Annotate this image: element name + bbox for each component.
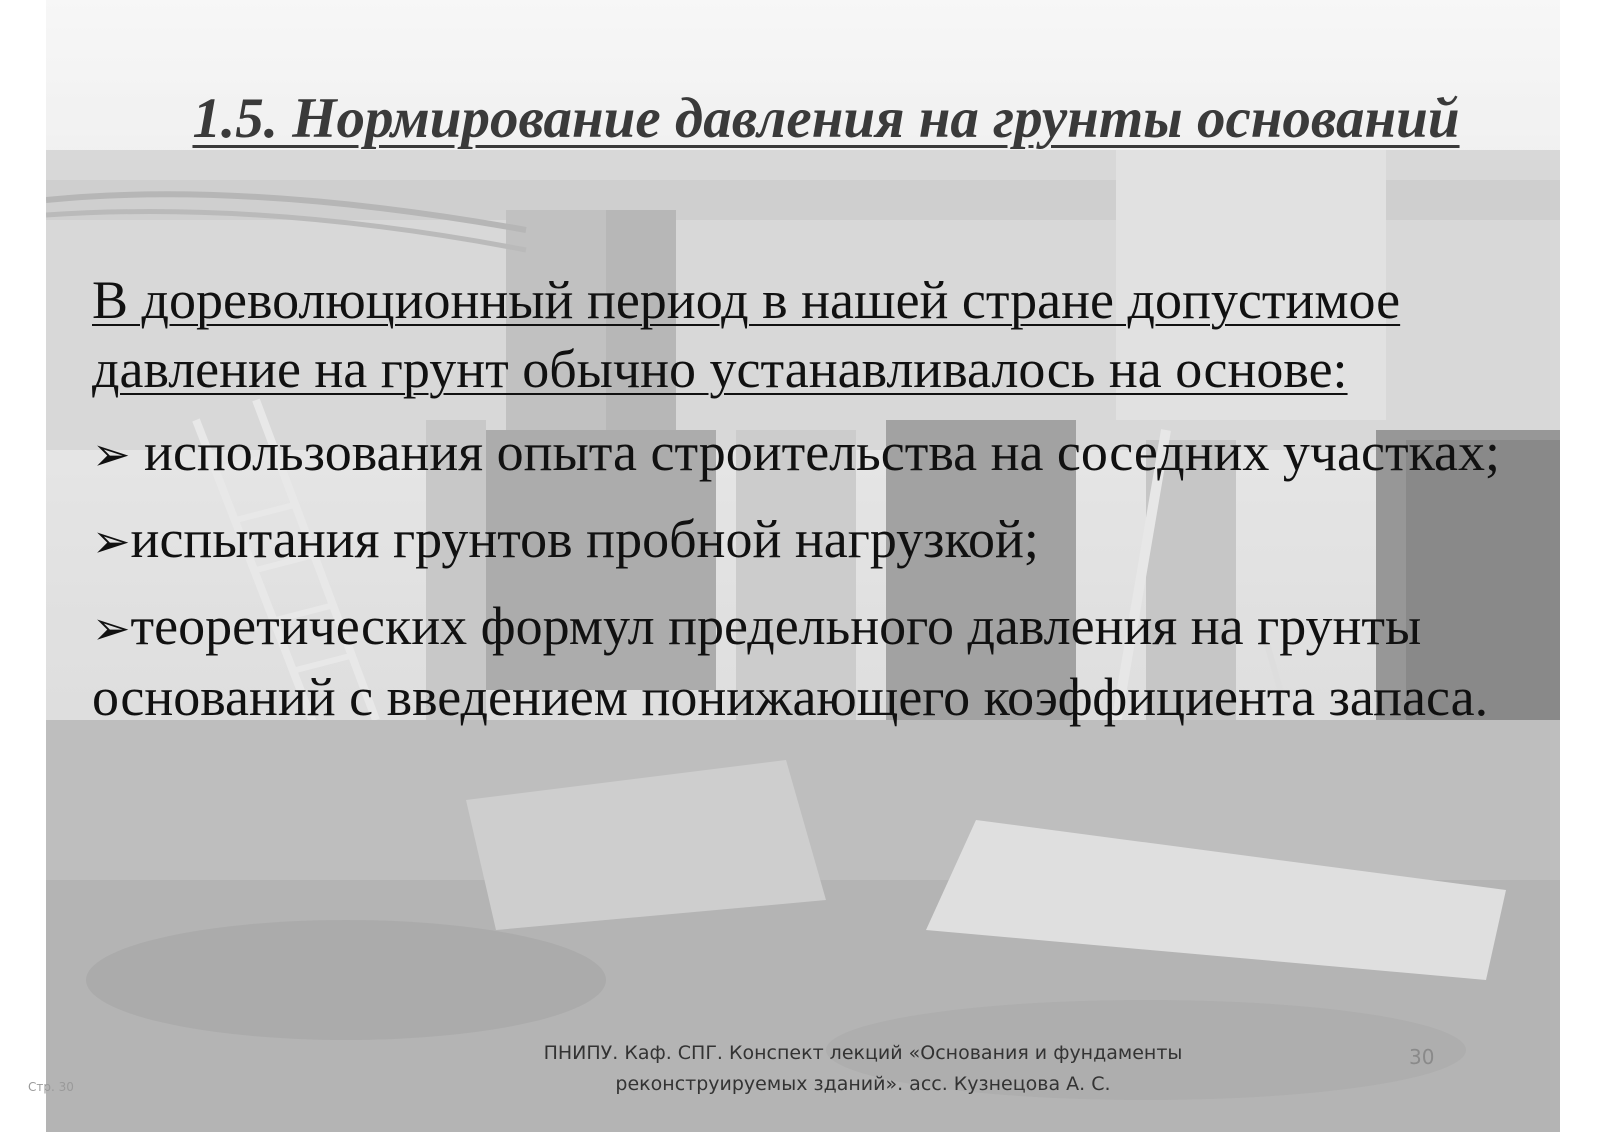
bullet-text: использования опыта строительства на соседних участках;	[144, 422, 1500, 482]
bullet-text: испытания грунтов пробной нагрузкой;	[130, 509, 1039, 569]
slide-title: 1.5. Нормирование давления на грунты оснований	[192, 87, 1460, 150]
footer-line: ПНИПУ. Каф. СПГ. Конспект лекций «Основания и фундаменты	[543, 1042, 1183, 1064]
arrow-bullet-icon: ➢	[92, 601, 131, 655]
arrow-bullet-icon: ➢	[92, 427, 131, 481]
list-item	[92, 505, 1532, 576]
slide-footer	[46, 1038, 1560, 1100]
bullet-text: теоретических формул предельного давления на грунты оснований с введением понижающего коэффициента запаса.	[92, 596, 1489, 727]
arrow-bullet-icon: ➢	[92, 514, 131, 568]
slide-body	[92, 266, 1532, 748]
intro-paragraph: В дореволюционный период в нашей стране допустимое давление на грунт обычно устанавливалось на основе:	[92, 270, 1401, 399]
page-number: Стр. 30	[28, 1080, 74, 1094]
slide-number: 30	[1409, 1045, 1435, 1069]
footer-line: реконструируемых зданий». асс. Кузнецова А. С.	[615, 1073, 1111, 1095]
list-item	[92, 418, 1532, 489]
slide	[46, 0, 1560, 1132]
list-item	[92, 592, 1532, 732]
